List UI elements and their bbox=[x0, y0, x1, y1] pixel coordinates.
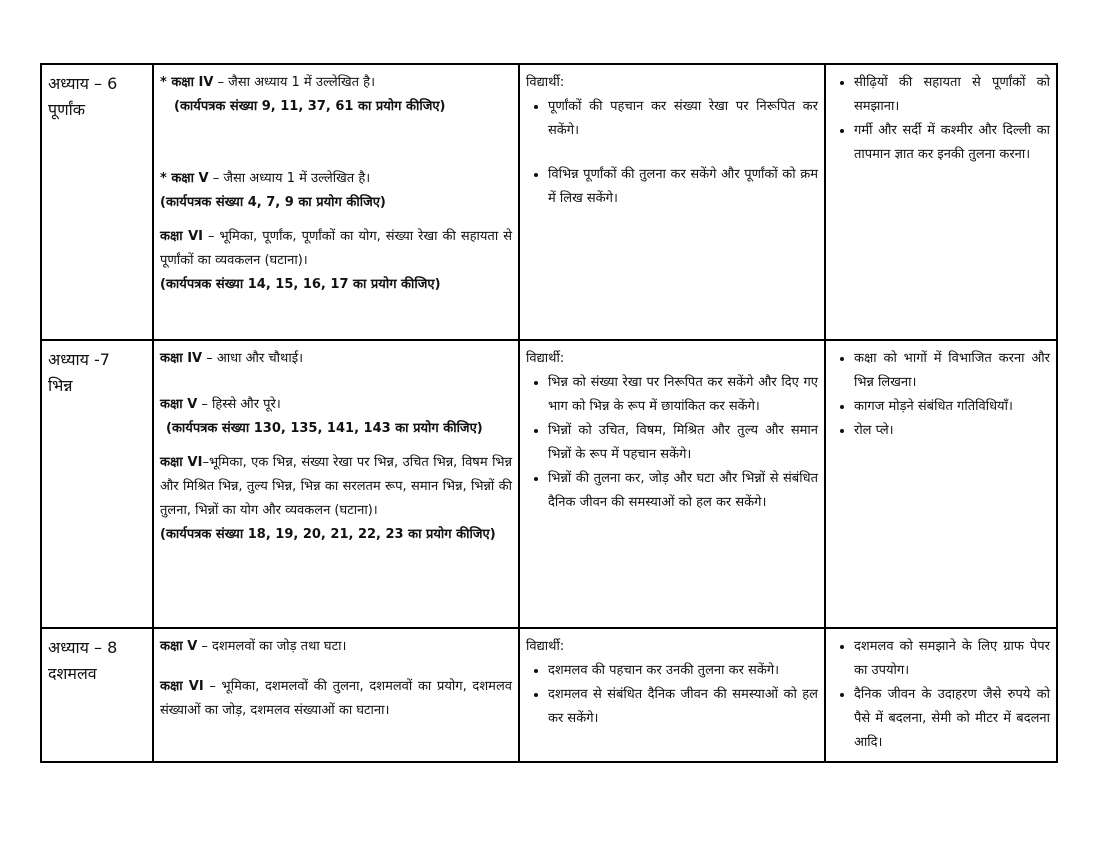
class-content-cell bbox=[153, 340, 519, 628]
list-item: • विभिन्न पूर्णांकों की तुलना कर सकेंगे और पूर्णांकों को क्रम में लिख सकेंगे। bbox=[548, 163, 818, 211]
objectives-heading: विद्यार्थी: bbox=[526, 351, 565, 366]
chapter-name: भिन्न bbox=[48, 376, 73, 395]
chapter-number: अध्याय – 8 bbox=[48, 638, 118, 657]
class-entry bbox=[160, 451, 512, 523]
class-text: – दशमलवों का जोड़ तथा घटा। bbox=[197, 639, 347, 654]
activities-cell bbox=[825, 340, 1057, 628]
curriculum-table bbox=[40, 63, 1058, 763]
class-entry bbox=[160, 635, 512, 659]
class-text: – जैसा अध्याय 1 में उल्लेखित है। bbox=[213, 75, 376, 90]
chapter-number: अध्याय -7 bbox=[48, 350, 110, 369]
list-item: • दशमलव से संबंधित दैनिक जीवन की समस्याओं को हल कर सकेंगे। bbox=[548, 683, 818, 731]
class-label: कक्षा V bbox=[160, 639, 198, 654]
table-row bbox=[41, 340, 1057, 628]
class-text: –भूमिका, एक भिन्न, संख्या रेखा पर भिन्न, उचित भिन्न, विषम भिन्न और मिश्रित भिन्न, तुल्य भिन्न, भिन्न का सरलतम रूप, समान भिन्न, भिन्नों की तुलना, भिन्नों का योग और व्यवकलन (घटाना)। bbox=[160, 455, 512, 518]
objectives-heading: विद्यार्थी: bbox=[526, 75, 565, 90]
list-item: • दशमलव की पहचान कर उनकी तुलना कर सकेंगे। bbox=[548, 659, 818, 683]
class-entry bbox=[160, 393, 512, 417]
class-label: * कक्षा IV bbox=[160, 75, 214, 90]
chapter-name: दशमलव bbox=[48, 664, 97, 683]
activities-cell bbox=[825, 64, 1057, 340]
activities-list bbox=[832, 347, 1050, 443]
class-text: – आधा और चौथाई। bbox=[202, 351, 304, 366]
table-row bbox=[41, 628, 1057, 762]
class-label: कक्षा VI bbox=[160, 679, 204, 694]
class-entry bbox=[160, 347, 512, 371]
class-label: कक्षा IV bbox=[160, 351, 203, 366]
list-item: • रोल प्ले। bbox=[854, 419, 1050, 443]
class-entry bbox=[160, 71, 512, 95]
class-content-cell bbox=[153, 628, 519, 762]
objectives-cell bbox=[519, 64, 825, 340]
chapter-cell bbox=[41, 628, 153, 762]
worksheet-note: (कार्यपत्रक संख्या 130, 135, 141, 143 का प्रयोग कीजिए) bbox=[166, 421, 483, 436]
objectives-cell bbox=[519, 340, 825, 628]
list-item: • पूर्णांकों की पहचान कर संख्या रेखा पर निरूपित कर सकेंगे। bbox=[548, 95, 818, 143]
class-label: कक्षा V bbox=[160, 397, 198, 412]
worksheet-note: (कार्यपत्रक संख्या 18, 19, 20, 21, 22, 23 का प्रयोग कीजिए) bbox=[160, 527, 496, 542]
class-label: कक्षा VI bbox=[160, 229, 203, 244]
list-item: • कक्षा को भागों में विभाजित करना और भिन्न लिखना। bbox=[854, 347, 1050, 395]
table-row bbox=[41, 64, 1057, 340]
list-item: • दशमलव को समझाने के लिए ग्राफ पेपर का उपयोग। bbox=[854, 635, 1050, 683]
chapter-number: अध्याय – 6 bbox=[48, 74, 118, 93]
list-item: • सीढ़ियों की सहायता से पूर्णांकों को समझाना। bbox=[854, 71, 1050, 119]
list-item: • गर्मी और सर्दी में कश्मीर और दिल्ली का तापमान ज्ञात कर इनकी तुलना करना। bbox=[854, 119, 1050, 167]
chapter-cell bbox=[41, 340, 153, 628]
worksheet-note: (कार्यपत्रक संख्या 14, 15, 16, 17 का प्रयोग कीजिए) bbox=[160, 277, 441, 292]
worksheet-note: (कार्यपत्रक संख्या 4, 7, 9 का प्रयोग कीजिए) bbox=[160, 195, 386, 210]
list-item: • भिन्नों की तुलना कर, जोड़ और घटा और भिन्नों से संबंधित दैनिक जीवन की समस्याओं को हल कर सकेंगे। bbox=[548, 467, 818, 515]
objectives-list bbox=[526, 371, 818, 515]
chapter-name: पूर्णांक bbox=[48, 100, 86, 119]
objectives-list bbox=[526, 95, 818, 211]
class-text: – जैसा अध्याय 1 में उल्लेखित है। bbox=[208, 171, 371, 186]
class-label: कक्षा VI bbox=[160, 455, 203, 470]
list-item: • भिन्नों को उचित, विषम, मिश्रित और तुल्य और समान भिन्नों के रूप में पहचान सकेंगे। bbox=[548, 419, 818, 467]
activities-list bbox=[832, 71, 1050, 167]
list-item: • दैनिक जीवन के उदाहरण जैसे रुपये को पैसे में बदलना, सेमी को मीटर में बदलना आदि। bbox=[854, 683, 1050, 755]
list-item: • भिन्न को संख्या रेखा पर निरूपित कर सकेंगे और दिए गए भाग को भिन्न के रूप में छायांकित कर सकेंगे। bbox=[548, 371, 818, 419]
class-text: – हिस्से और पूरे। bbox=[197, 397, 281, 412]
class-content-cell bbox=[153, 64, 519, 340]
class-entry bbox=[160, 225, 512, 273]
activities-list bbox=[832, 635, 1050, 755]
objectives-cell bbox=[519, 628, 825, 762]
worksheet-note: (कार्यपत्रक संख्या 9, 11, 37, 61 का प्रयोग कीजिए) bbox=[174, 99, 446, 114]
class-text: – भूमिका, पूर्णांक, पूर्णांकों का योग, संख्या रेखा की सहायता से पूर्णांकों का व्यवकलन (घटाना)। bbox=[160, 229, 512, 268]
chapter-cell bbox=[41, 64, 153, 340]
activities-cell bbox=[825, 628, 1057, 762]
class-label: * कक्षा V bbox=[160, 171, 209, 186]
class-entry bbox=[160, 167, 512, 191]
class-text: – भूमिका, दशमलवों की तुलना, दशमलवों का प्रयोग, दशमलव संख्याओं का जोड़, दशमलव संख्याओं का घटाना। bbox=[160, 679, 512, 718]
objectives-heading: विद्यार्थी: bbox=[526, 639, 565, 654]
class-entry bbox=[160, 675, 512, 723]
list-item: • कागज मोड़ने संबंधित गतिविधियाँ। bbox=[854, 395, 1050, 419]
objectives-list bbox=[526, 659, 818, 731]
